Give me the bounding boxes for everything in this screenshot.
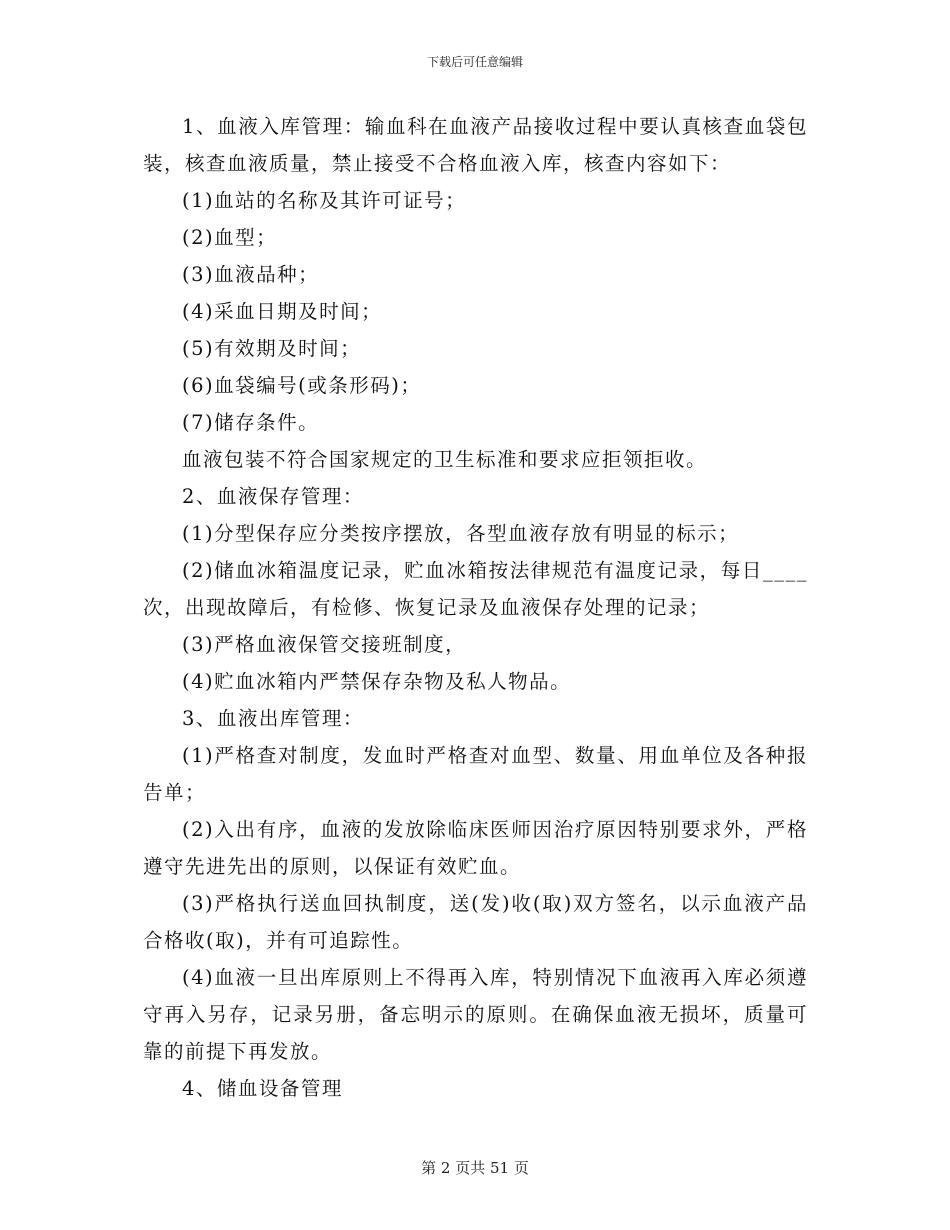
paragraph-item: (5)有效期及时间； [182, 337, 362, 360]
section-heading-4: 4、储血设备管理 [182, 1077, 343, 1100]
section-heading-2: 2、血液保存管理： [182, 485, 364, 508]
page-footer: 第 2 页共 51 页 [421, 1159, 529, 1177]
document-body [143, 108, 808, 1107]
paragraph-item: (6)血袋编号(或条形码)； [182, 374, 422, 397]
paragraph-item: (2)储血冰箱温度记录，贮血冰箱按法律规范有温度记录，每日____次，出现故障后，有检修、恢复记录及血液保存处理的记录； [143, 559, 808, 619]
paragraph-item: (3)血液品种； [182, 263, 320, 286]
paragraph-section-1-intro: 1、血液入库管理：输血科在血液产品接收过程中要认真核查血袋包装，核查血液质量，禁止接受不合格血液入库，核查内容如下： [143, 115, 808, 175]
paragraph-item: (1)分型保存应分类按序摆放，各型血液存放有明显的标示； [182, 522, 740, 545]
paragraph-item: (3)严格血液保管交接班制度， [182, 633, 467, 656]
paragraph-item: (4)血液一旦出库原则上不得再入库，特别情况下血液再入库必须遵守再入另存，记录另册，备忘明示的原则。在确保血液无损坏，质量可靠的前提下再发放。 [143, 966, 808, 1063]
paragraph-item: (7)储存条件。 [182, 411, 320, 434]
paragraph-note: 血液包装不符合国家规定的卫生标准和要求应拒领拒收。 [182, 448, 708, 471]
paragraph-item: (3)严格执行送血回执制度，送(发)收(取)双方签名，以示血液产品合格收(取)，并有可追踪性。 [143, 892, 808, 952]
paragraph-item: (2)入出有序，血液的发放除临床医师因治疗原因特别要求外，严格遵守先进先出的原则，以保证有效贮血。 [143, 818, 808, 878]
paragraph-item: (1)血站的名称及其许可证号； [182, 189, 467, 212]
section-heading-3: 3、血液出库管理： [182, 707, 364, 730]
paragraph-item: (1)严格查对制度，发血时严格查对血型、数量、用血单位及各种报告单； [143, 744, 808, 804]
page-header: 下载后可任意编辑 [426, 55, 523, 69]
paragraph-item: (4)贮血冰箱内严禁保存杂物及私人物品。 [182, 670, 572, 693]
paragraph-item: (2)血型； [182, 226, 278, 249]
paragraph-item: (4)采血日期及时间； [182, 300, 383, 323]
